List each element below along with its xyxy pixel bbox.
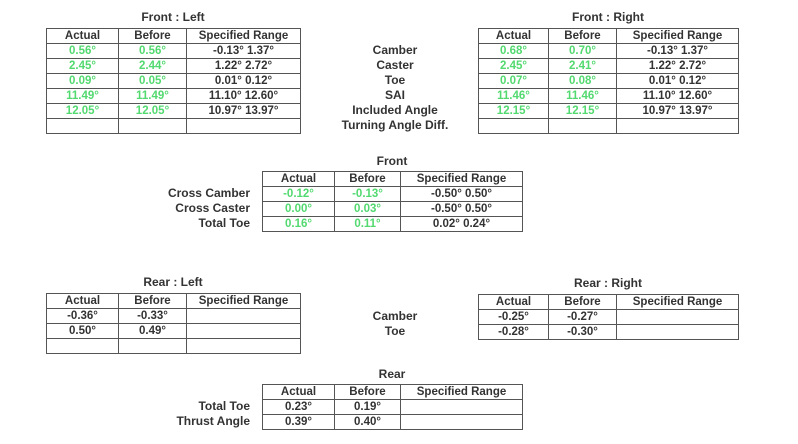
table-row: [263, 217, 523, 232]
before-cell: 0.08°: [549, 74, 617, 89]
front-title: Front: [376, 154, 408, 168]
before-cell: 0.49°: [119, 324, 187, 339]
rear-right-table: [478, 294, 739, 340]
header-before: Before: [119, 294, 187, 309]
before-cell: 0.40°: [335, 415, 401, 430]
range-cell: [617, 310, 739, 325]
row-label-sai: SAI: [384, 88, 405, 102]
before-cell: -0.30°: [549, 325, 617, 340]
row-label-rear-toe: Toe: [384, 324, 406, 338]
range-cell: -0.13° 1.37°: [617, 44, 739, 59]
range-cell: 0.01° 0.12°: [187, 74, 301, 89]
before-cell: [119, 339, 187, 354]
before-cell: 0.70°: [549, 44, 617, 59]
table-row: [47, 104, 301, 119]
row-label-rear-camber: Camber: [372, 309, 418, 323]
rear-right-title: Rear : Right: [573, 276, 642, 290]
header-actual: Actual: [479, 295, 549, 310]
front-cross-table: [262, 171, 523, 232]
before-cell: [119, 119, 187, 134]
table-row: [47, 89, 301, 104]
header-before: Before: [119, 29, 187, 44]
header-actual: Actual: [263, 385, 335, 400]
range-cell: [401, 400, 523, 415]
table-row: [47, 119, 301, 134]
header-range: Specified Range: [187, 294, 301, 309]
table-row: [47, 309, 301, 324]
actual-cell: [47, 119, 119, 134]
actual-cell: 0.07°: [479, 74, 549, 89]
table-header-row: [479, 295, 739, 310]
table-row: [47, 59, 301, 74]
range-cell: [187, 309, 301, 324]
table-row: [47, 339, 301, 354]
actual-cell: 12.15°: [479, 104, 549, 119]
header-actual: Actual: [263, 172, 335, 187]
before-cell: -0.27°: [549, 310, 617, 325]
table-row: [263, 202, 523, 217]
actual-cell: 0.68°: [479, 44, 549, 59]
table-row: [479, 89, 739, 104]
rear-total-table: [262, 384, 523, 430]
table-row: [479, 44, 739, 59]
table-row: [47, 74, 301, 89]
header-range: Specified Range: [401, 385, 523, 400]
actual-cell: 2.45°: [47, 59, 119, 74]
front-right-table: [478, 28, 739, 134]
range-cell: 11.10° 12.60°: [617, 89, 739, 104]
actual-cell: 0.50°: [47, 324, 119, 339]
header-range: Specified Range: [187, 29, 301, 44]
before-cell: -0.13°: [335, 187, 401, 202]
table-row: [479, 74, 739, 89]
header-actual: Actual: [47, 294, 119, 309]
range-cell: -0.50° 0.50°: [401, 202, 523, 217]
actual-cell: 0.56°: [47, 44, 119, 59]
range-cell: [187, 339, 301, 354]
table-header-row: [47, 29, 301, 44]
actual-cell: -0.12°: [263, 187, 335, 202]
range-cell: [617, 325, 739, 340]
before-cell: 11.49°: [119, 89, 187, 104]
table-row: [479, 325, 739, 340]
range-cell: [187, 119, 301, 134]
before-cell: 2.44°: [119, 59, 187, 74]
actual-cell: -0.36°: [47, 309, 119, 324]
header-before: Before: [549, 295, 617, 310]
actual-cell: 0.39°: [263, 415, 335, 430]
rear-title: Rear: [378, 367, 406, 381]
row-label-camber: Camber: [372, 43, 418, 57]
before-cell: 0.56°: [119, 44, 187, 59]
header-range: Specified Range: [401, 172, 523, 187]
row-label-total-toe-rear: Total Toe: [198, 399, 250, 413]
row-label-thrust-angle: Thrust Angle: [176, 414, 250, 428]
header-range: Specified Range: [617, 295, 739, 310]
header-before: Before: [335, 172, 401, 187]
header-actual: Actual: [47, 29, 119, 44]
table-header-row: [263, 385, 523, 400]
actual-cell: -0.28°: [479, 325, 549, 340]
before-cell: 12.05°: [119, 104, 187, 119]
row-label-cross-camber: Cross Camber: [167, 186, 250, 200]
before-cell: 0.03°: [335, 202, 401, 217]
range-cell: 1.22° 2.72°: [187, 59, 301, 74]
range-cell: -0.13° 1.37°: [187, 44, 301, 59]
actual-cell: 0.09°: [47, 74, 119, 89]
before-cell: -0.33°: [119, 309, 187, 324]
range-cell: [187, 324, 301, 339]
table-row: [479, 104, 739, 119]
range-cell: -0.50° 0.50°: [401, 187, 523, 202]
before-cell: 0.05°: [119, 74, 187, 89]
before-cell: 12.15°: [549, 104, 617, 119]
header-range: Specified Range: [617, 29, 739, 44]
table-header-row: [479, 29, 739, 44]
range-cell: 0.01° 0.12°: [617, 74, 739, 89]
row-label-cross-caster: Cross Caster: [175, 201, 250, 215]
table-header-row: [47, 294, 301, 309]
table-row: [47, 324, 301, 339]
header-before: Before: [549, 29, 617, 44]
row-label-toe: Toe: [384, 73, 406, 87]
range-cell: [401, 415, 523, 430]
range-cell: [617, 119, 739, 134]
range-cell: 10.97° 13.97°: [617, 104, 739, 119]
row-label-total-toe: Total Toe: [198, 216, 250, 230]
before-cell: 2.41°: [549, 59, 617, 74]
actual-cell: 0.00°: [263, 202, 335, 217]
front-right-title: Front : Right: [572, 10, 644, 24]
table-row: [263, 400, 523, 415]
front-left-title: Front : Left: [141, 10, 205, 24]
table-header-row: [263, 172, 523, 187]
actual-cell: 2.45°: [479, 59, 549, 74]
before-cell: 0.19°: [335, 400, 401, 415]
actual-cell: 12.05°: [47, 104, 119, 119]
range-cell: 0.02° 0.24°: [401, 217, 523, 232]
header-before: Before: [335, 385, 401, 400]
actual-cell: [479, 119, 549, 134]
front-left-table: [46, 28, 301, 134]
actual-cell: 0.23°: [263, 400, 335, 415]
actual-cell: 11.46°: [479, 89, 549, 104]
table-row: [479, 59, 739, 74]
actual-cell: -0.25°: [479, 310, 549, 325]
range-cell: 11.10° 12.60°: [187, 89, 301, 104]
table-row: [263, 415, 523, 430]
table-row: [479, 310, 739, 325]
row-label-turning-angle-diff: Turning Angle Diff.: [341, 118, 449, 132]
table-row: [47, 44, 301, 59]
range-cell: 1.22° 2.72°: [617, 59, 739, 74]
row-label-included-angle: Included Angle: [352, 103, 438, 117]
header-actual: Actual: [479, 29, 549, 44]
actual-cell: 0.16°: [263, 217, 335, 232]
actual-cell: 11.49°: [47, 89, 119, 104]
rear-left-title: Rear : Left: [143, 275, 203, 289]
rear-left-table: [46, 293, 301, 354]
table-row: [479, 119, 739, 134]
before-cell: 11.46°: [549, 89, 617, 104]
range-cell: 10.97° 13.97°: [187, 104, 301, 119]
before-cell: [549, 119, 617, 134]
before-cell: 0.11°: [335, 217, 401, 232]
table-row: [263, 187, 523, 202]
actual-cell: [47, 339, 119, 354]
row-label-caster: Caster: [376, 58, 414, 72]
